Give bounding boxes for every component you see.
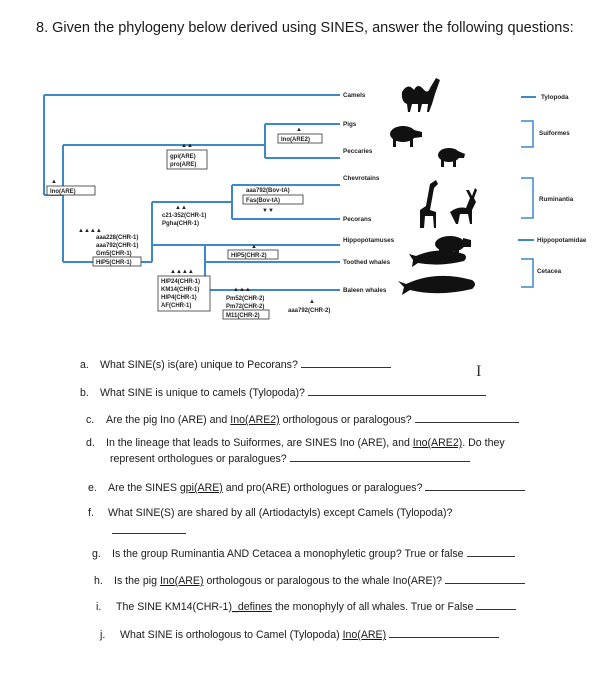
question-g: g. Is the group Ruminantia AND Cetacea a monophyletic group? True or false	[92, 546, 515, 560]
svg-text:▲▲▲▲: ▲▲▲▲	[78, 228, 102, 234]
marker-ino-are: Ino(ARE)	[50, 189, 76, 195]
page-title: 8. Given the phylogeny below derived using SINES, answer the following questions:	[36, 20, 574, 36]
text-cursor-icon: I	[476, 363, 482, 380]
svg-text:▲: ▲	[296, 127, 302, 133]
question-f: f. What SINE(S) are shared by all (Artiodactyls) except Camels (Tylopoda)?	[88, 507, 453, 519]
marker-hip5-chr2: HIP5(CHR-2)	[231, 253, 267, 259]
svg-text:▲▲▲: ▲▲▲	[233, 287, 251, 293]
marker-m11: M11(CHR-2)	[226, 313, 260, 319]
marker-aaa792-chr2: aaa792(CHR-2)	[288, 308, 331, 314]
marker-gm5: Gm5(CHR-1)	[96, 251, 132, 257]
marker-aaa228: aaa228(CHR-1)	[96, 235, 139, 241]
marker-km14: KM14(CHR-1)	[161, 287, 200, 293]
peccary-icon	[438, 148, 465, 167]
answer-b-field[interactable]	[308, 385, 486, 396]
question-h: h. Is the pig Ino(ARE) orthologous or paralogous to the whale Ino(ARE)?	[94, 573, 525, 587]
question-f-line2	[112, 523, 186, 537]
marker-pm72: Pm72(CHR-2)	[226, 304, 265, 310]
group-ruminantia: Ruminantia	[539, 196, 574, 203]
group-suiformes: Suiformes	[539, 130, 570, 137]
marker-gpi-are: gpi(ARE)	[170, 154, 196, 160]
answer-g-field[interactable]	[467, 546, 515, 557]
group-cetacea: Cetacea	[537, 268, 562, 275]
marker-arrow: ▲	[51, 179, 57, 185]
answer-c-field[interactable]	[415, 412, 519, 423]
question-j: j. What SINE is orthologous to Camel (Tylopoda) Ino(ARE)	[100, 627, 499, 641]
giraffe-icon	[420, 180, 438, 228]
svg-text:▲▲▲▲: ▲▲▲▲	[170, 269, 194, 275]
phylogeny-tree	[0, 0, 614, 340]
svg-text:▲▲: ▲▲	[175, 205, 187, 211]
baleen-whale-icon	[398, 276, 475, 295]
group-markers	[518, 94, 587, 287]
answer-j-field[interactable]	[389, 627, 499, 638]
marker-pgha: Pgha(CHR-1)	[162, 221, 199, 227]
question-a: a. What SINE(s) is(are) unique to Pecorans?	[80, 357, 391, 371]
deer-icon	[450, 188, 477, 224]
answer-f-field[interactable]	[112, 523, 186, 534]
svg-text:▼▼: ▼▼	[262, 208, 274, 214]
question-c: c. Are the pig Ino (ARE) and Ino(ARE2) orthologous or paralogous?	[86, 412, 519, 426]
taxon-toothed-whales: Toothed whales	[343, 259, 391, 266]
question-e: e. Are the SINES gpi(ARE) and pro(ARE) orthologues or paralogues?	[88, 480, 525, 494]
question-b: b. What SINE is unique to camels (Tylopoda)?	[80, 385, 486, 399]
answer-e-field[interactable]	[425, 480, 525, 491]
svg-text:▲: ▲	[251, 244, 257, 250]
marker-hip4: HIP4(CHR-1)	[161, 295, 197, 301]
marker-hip5-chr1: HIP5(CHR-1)	[96, 260, 132, 266]
taxon-baleen-whales: Baleen whales	[343, 287, 387, 294]
marker-hip24: HIP24(CHR-1)	[161, 279, 201, 285]
question-i: i. The SINE KM14(CHR-1)_defines the monophyly of all whales. True or False	[96, 599, 516, 613]
marker-aaa792-chr1: aaa792(CHR-1)	[96, 243, 139, 249]
marker-pro-are: pro(ARE)	[170, 162, 197, 168]
pig-icon	[390, 126, 422, 147]
toothed-whale-icon	[409, 250, 466, 267]
marker-ino-are2: Ino(ARE2)	[281, 137, 310, 143]
group-tylopoda: Tylopoda	[541, 94, 569, 101]
taxon-pecorans: Pecorans	[343, 216, 372, 223]
answer-i-field[interactable]	[476, 599, 516, 610]
svg-text:▲▲: ▲▲	[181, 143, 193, 149]
answer-h-field[interactable]	[445, 573, 525, 584]
marker-aaa792-bov: aaa792(Bov-tA)	[246, 188, 290, 194]
taxon-camels: Camels	[343, 92, 366, 99]
marker-fas-bov: Fas(Bov-tA)	[246, 198, 280, 204]
animal-silhouettes	[390, 78, 477, 295]
marker-pm52: Pm52(CHR-2)	[226, 296, 265, 302]
answer-d-field[interactable]	[290, 451, 470, 462]
answer-a-field[interactable]	[301, 357, 391, 368]
marker-c21-352: c21-352(CHR-1)	[162, 213, 207, 219]
taxon-pigs: Pigs	[343, 121, 357, 128]
taxon-chevrotains: Chevrotains	[343, 175, 380, 182]
taxon-peccaries: Peccaries	[343, 148, 373, 155]
marker-af: AF(CHR-1)	[161, 303, 192, 309]
question-d: d. In the lineage that leads to Suiformes, are SINES Ino (ARE), and Ino(ARE2). Do they	[86, 437, 505, 449]
svg-text:▲: ▲	[309, 299, 315, 305]
taxon-hippopotamuses: Hippopotamuses	[343, 237, 395, 244]
camel-icon	[402, 78, 440, 112]
group-hippopotamidae: Hippopotamidae	[537, 237, 587, 244]
question-d-line2: represent orthologues or paralogues?	[110, 451, 470, 465]
